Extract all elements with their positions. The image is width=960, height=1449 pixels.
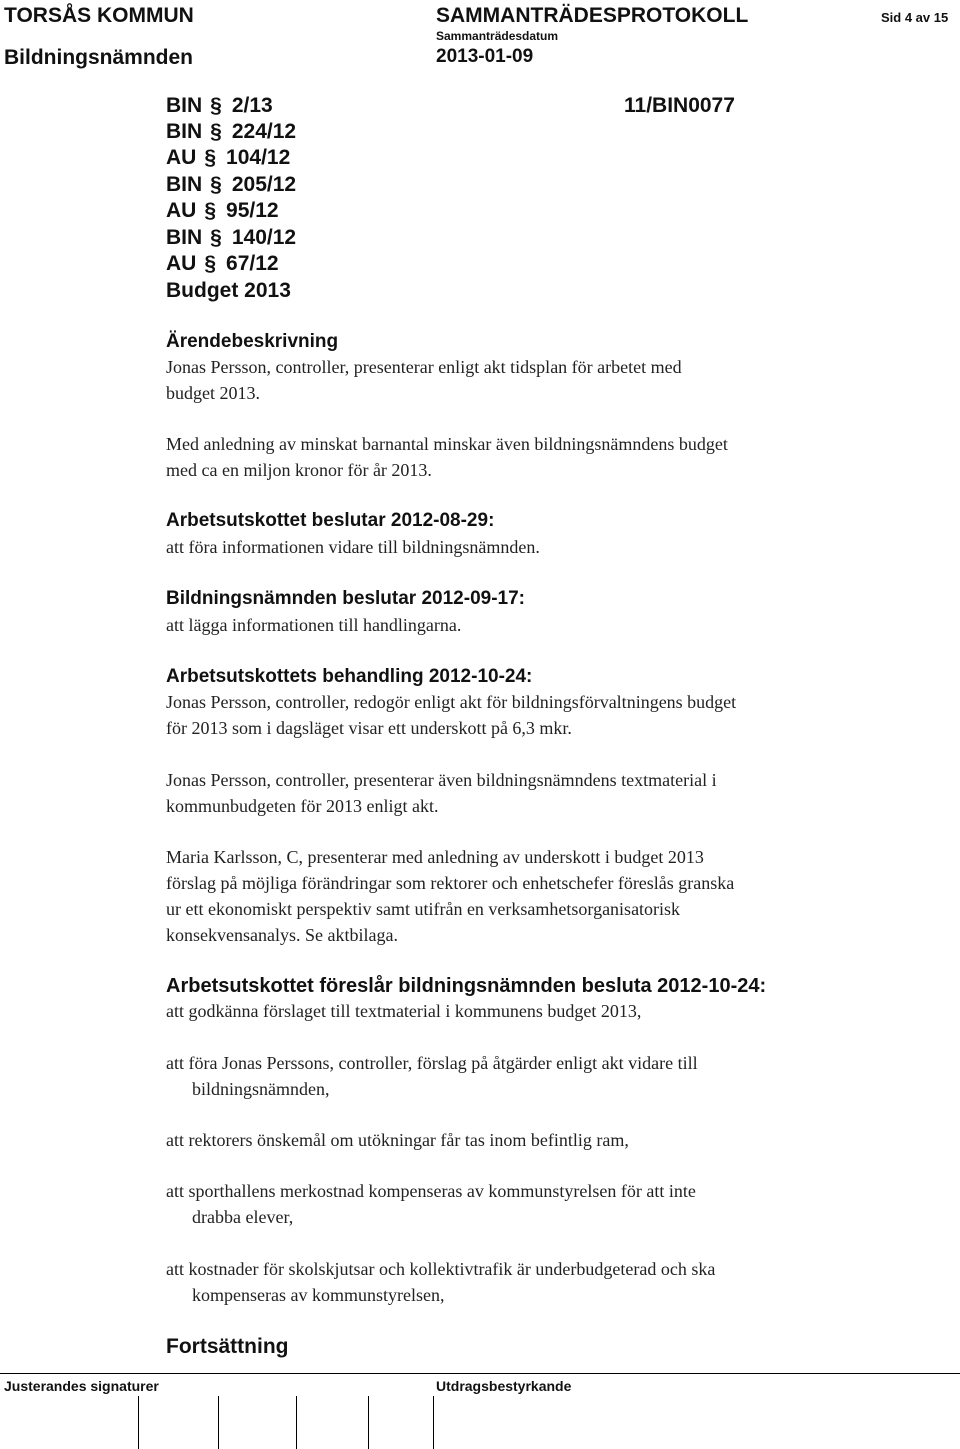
paragraph-line: för 2013 som i dagsläget visar ett underskott på 6,3 mkr. bbox=[166, 718, 572, 738]
paragraph-line: Maria Karlsson, C, presenterar med anledning av underskott i budget 2013 bbox=[166, 847, 704, 867]
paragraph-line: förslag på möjliga förändringar som rektorer och enhetschefer föreslås granska bbox=[166, 873, 735, 893]
decision-item-continued: bildningsnämnden, bbox=[192, 1079, 330, 1099]
decision-item-continued: kompenseras av kommunstyrelsen, bbox=[192, 1285, 445, 1305]
paragraph-line: kommunbudgeten för 2013 enligt akt. bbox=[166, 796, 439, 816]
reference-line: AU § 104/12 bbox=[166, 146, 291, 169]
paragraph-line: Jonas Persson, controller, redogör enligt akt för bildningsförvaltningens budget bbox=[166, 692, 737, 712]
extract-certification-label: Utdragsbestyrkande bbox=[436, 1378, 572, 1394]
paragraph-line: budget 2013. bbox=[166, 383, 260, 403]
reference-line: AU § 67/12 bbox=[166, 252, 279, 275]
decision-item: att kostnader för skolskjutsar och kollektivtrafik är underbudgeterad och ska bbox=[166, 1259, 716, 1279]
reference-line: BIN § 140/12 bbox=[166, 226, 297, 249]
decision-item: att rektorers önskemål om utökningar får tas inom befintlig ram, bbox=[166, 1130, 629, 1150]
case-title: Budget 2013 bbox=[166, 279, 291, 302]
reference-line: BIN § 205/12 bbox=[166, 173, 297, 196]
section-heading: Bildningsnämnden beslutar 2012-09-17: bbox=[166, 588, 525, 609]
decision-item: att sporthallens merkostnad kompenseras av kommunstyrelsen för att inte bbox=[166, 1181, 696, 1201]
committee-name: Bildningsnämnden bbox=[4, 46, 193, 69]
signature-box-divider bbox=[296, 1396, 297, 1449]
section-heading: Arbetsutskottet beslutar 2012-08-29: bbox=[166, 510, 495, 531]
paragraph-line: att föra informationen vidare till bildningsnämnden. bbox=[166, 537, 540, 557]
signature-box-divider bbox=[218, 1396, 219, 1449]
meeting-date: 2013-01-09 bbox=[436, 46, 534, 67]
paragraph-line: ur ett ekonomiskt perspektiv samt utifrån en verksamhetsorganisatorisk bbox=[166, 899, 681, 919]
continuation-label: Fortsättning bbox=[166, 1335, 289, 1358]
case-number: 11/BIN0077 bbox=[624, 94, 735, 117]
page-number: Sid 4 av 15 bbox=[881, 10, 949, 25]
meeting-date-label: Sammanträdesdatum bbox=[436, 29, 559, 43]
paragraph-line: Jonas Persson, controller, presenterar även bildningsnämndens textmaterial i bbox=[166, 770, 717, 790]
section-heading: Arbetsutskottets behandling 2012-10-24: bbox=[166, 666, 533, 687]
signature-box-divider bbox=[433, 1396, 434, 1449]
reference-line: BIN § 2/13 bbox=[166, 94, 273, 117]
signatures-label: Justerandes signaturer bbox=[4, 1378, 159, 1394]
decision-item: att föra Jonas Perssons, controller, förslag på åtgärder enligt akt vidare till bbox=[166, 1053, 698, 1073]
reference-line: BIN § 224/12 bbox=[166, 120, 297, 143]
section-heading: Arbetsutskottet föreslår bildningsnämnden besluta 2012-10-24: bbox=[166, 975, 767, 997]
document-type: SAMMANTRÄDESPROTOKOLL bbox=[436, 4, 749, 27]
footer-divider bbox=[0, 1373, 960, 1374]
paragraph-line: Jonas Persson, controller, presenterar enligt akt tidsplan för arbetet med bbox=[166, 357, 682, 377]
reference-line: AU § 95/12 bbox=[166, 199, 279, 222]
signature-box-divider bbox=[138, 1396, 139, 1449]
municipality-name: TORSÅS KOMMUN bbox=[4, 4, 194, 27]
decision-item: att godkänna förslaget till textmaterial i kommunens budget 2013, bbox=[166, 1001, 642, 1021]
section-heading: Ärendebeskrivning bbox=[166, 331, 339, 352]
signature-box-divider bbox=[368, 1396, 369, 1449]
paragraph-line: att lägga informationen till handlingarna. bbox=[166, 615, 462, 635]
paragraph-line: Med anledning av minskat barnantal minskar även bildningsnämndens budget bbox=[166, 434, 728, 454]
paragraph-line: konsekvensanalys. Se aktbilaga. bbox=[166, 925, 398, 945]
paragraph-line: med ca en miljon kronor för år 2013. bbox=[166, 460, 432, 480]
decision-item-continued: drabba elever, bbox=[192, 1207, 294, 1227]
